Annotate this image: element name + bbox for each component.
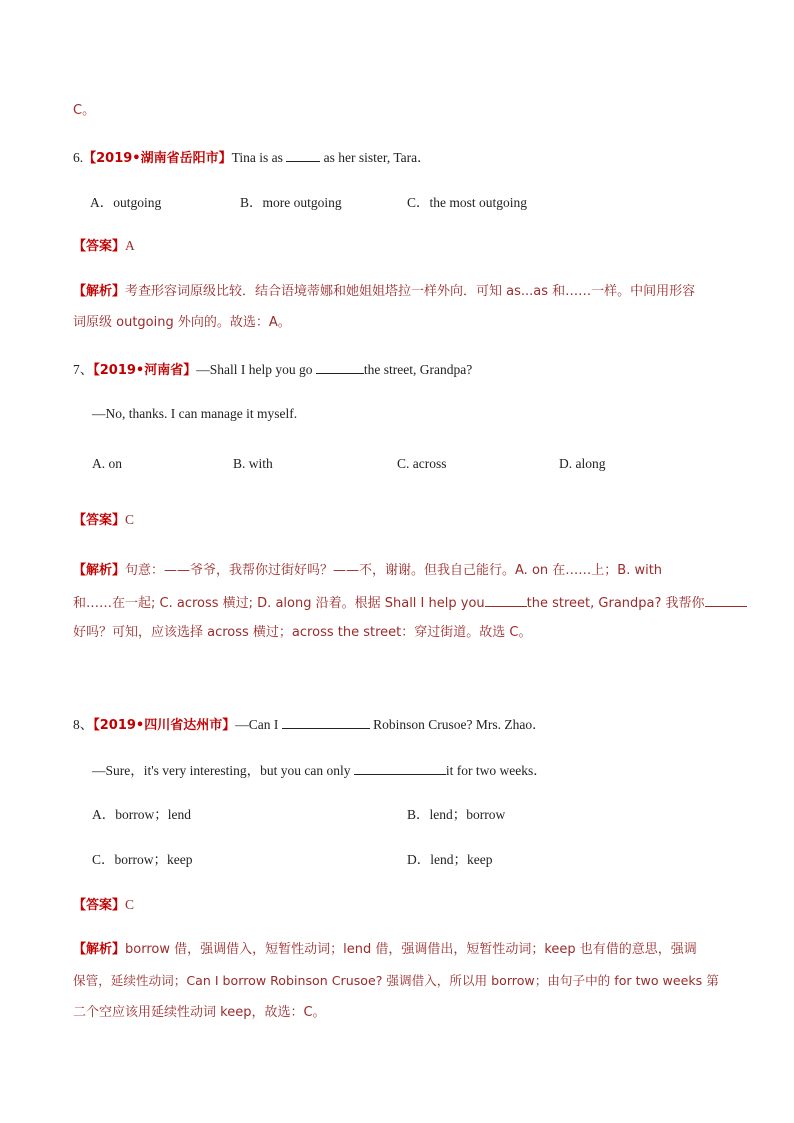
analysis-label: 【解析】: [73, 563, 126, 578]
question-7-stem: [73, 360, 472, 380]
answer-blank: [485, 593, 527, 607]
stem-part-b: the street, Grandpa?: [363, 362, 473, 377]
option-b: B．more outgoing: [240, 195, 342, 210]
option-c: C．the most outgoing: [407, 195, 528, 210]
option-d: D．lend；keep: [407, 852, 493, 867]
analysis-text-a: 和……在一起; C. across 横过; D. along 沿着。根据 Shall I help you: [73, 596, 485, 611]
analysis-text-b: the street, Grandpa? 我帮你: [526, 596, 705, 611]
option-d: D. along: [559, 456, 606, 471]
answer-line: [73, 896, 134, 915]
analysis-label: 【解析】: [73, 942, 126, 957]
stem-part-a: —Can I: [235, 717, 279, 732]
stem-part-a: —Shall I help you go: [196, 362, 313, 377]
analysis-line-1: [73, 562, 662, 580]
question-7-reply: —No, thanks. I can manage it myself.: [92, 406, 298, 421]
option-c: C．borrow；keep: [92, 852, 193, 867]
question-source: 【2019•四川省达州市】: [93, 718, 236, 733]
answer-blank: [354, 761, 446, 775]
analysis-line-2: 保管，延续性动词；Can I borrow Robinson Crusoe? 强调借入，所以用 borrow；由句子中的 for two weeks 第: [73, 973, 719, 988]
answer-blank: [705, 593, 747, 607]
answer-line: [73, 237, 135, 256]
question-number: 6.: [73, 150, 84, 165]
stem-part-a: Tina is as: [231, 150, 283, 165]
analysis-text: 句意：——爷爷，我帮你过街好吗？——不，谢谢。但我自己能行。A. on 在……上；B. with: [125, 563, 663, 578]
option-c: C. across: [397, 456, 447, 471]
analysis-text: borrow 借，强调借入，短暂性动词；lend 借，强调借出，短暂性动词；keep 也有借的意思，强调: [125, 942, 697, 957]
reply-part-a: —Sure，it's very interesting，but you can only: [92, 763, 351, 778]
question-number: 7、: [73, 362, 94, 377]
question-source: 【2019•河南省】: [93, 363, 197, 378]
answer-blank: [286, 148, 320, 162]
analysis-text: 考查形容词原级比较．结合语境蒂娜和她姐姐塔拉一样外向．可知 as...as 和……一样。中间用形容: [125, 284, 696, 299]
option-b: B. with: [233, 456, 273, 471]
question-8-reply: [92, 761, 547, 780]
stem-part-b: as her sister, Tara．: [323, 150, 431, 165]
question-source: 【2019•湖南省岳阳市】: [83, 151, 232, 166]
answer-blank: [282, 715, 370, 729]
answer-blank: [316, 360, 364, 374]
analysis-label: 【解析】: [73, 284, 126, 299]
answer-label: 【答案】: [73, 239, 126, 254]
analysis-line-2: [73, 593, 747, 613]
stem-part-b: Robinson Crusoe? Mrs. Zhao．: [373, 717, 546, 732]
question-number: 8、: [73, 717, 94, 732]
answer-line: [73, 511, 134, 530]
analysis-line-2: 词原级 outgoing 外向的。故选：A。: [73, 315, 291, 330]
answer-label: 【答案】: [73, 513, 126, 528]
option-a: A. on: [92, 456, 122, 471]
answer-value: C: [125, 897, 135, 912]
analysis-line-1: [73, 941, 697, 959]
previous-answer-tail: C。: [73, 103, 96, 118]
question-8-stem: [73, 715, 546, 735]
answer-value: A: [125, 238, 135, 253]
question-6-stem: [73, 148, 431, 168]
reply-part-b: it for two weeks．: [445, 763, 547, 778]
option-b: B．lend；borrow: [407, 807, 506, 822]
answer-value: C: [125, 512, 135, 527]
analysis-line-3: 二个空应该用延续性动词 keep，故选：C。: [73, 1005, 326, 1020]
answer-label: 【答案】: [73, 898, 126, 913]
option-a: A．borrow；lend: [92, 807, 191, 822]
analysis-line-3: 好吗？可知，应该选择 across 横过；across the street：穿过街道。故选 C。: [73, 625, 532, 640]
analysis-line-1: [73, 283, 695, 301]
option-a: A．outgoing: [90, 195, 162, 210]
